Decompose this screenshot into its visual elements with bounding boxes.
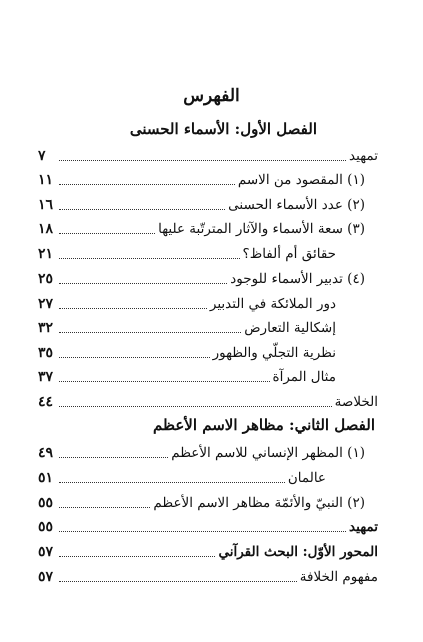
page-number: ١١ [38,172,54,188]
entry-title: تمهيد [349,148,378,164]
page-number: ٤٤ [38,394,54,410]
entry-title: مفهوم الخلافة [299,569,378,585]
dot-leader [59,556,215,557]
toc-entry[interactable] [38,564,378,586]
entry-title: (٣) سعة الأسماء والآثار المترتّبة عليها [158,221,365,237]
page-number: ٥٥ [38,519,54,535]
entry-title: الخلاصة [334,394,378,410]
entry-title: إشكالية التعارض [244,320,336,336]
toc-entry[interactable] [38,465,326,487]
toc-entry[interactable] [38,514,378,536]
page-number: ٢٥ [38,271,54,287]
entry-title: دور الملائكة في التدبير [209,296,336,312]
toc-entry[interactable] [38,490,365,512]
page-number: ٥١ [38,470,54,486]
entry-title: (٢) النبيّ والأئمّة مظاهر الاسم الأعظم [153,495,365,511]
page-number: ٥٧ [38,569,54,585]
page-number: ٥٧ [38,544,54,560]
dot-leader [59,457,168,458]
entry-title: (٢) عدد الأسماء الحسنى [228,197,365,213]
entry-title: عالمان [287,470,326,486]
page-number: ٢١ [38,246,54,262]
page-number: ٣٧ [38,369,54,385]
entry-title: (١) المظهر الإنساني للاسم الأعظم [171,445,365,461]
entry-title: نظرية التجلّي والظهور [212,345,336,361]
page-number: ٢٧ [38,296,54,312]
chapter-heading: الفصل الثاني: مظاهر الاسم الأعظم [153,416,375,434]
toc-entry[interactable] [38,539,378,561]
entry-title: مثال المرآة [272,369,336,385]
entry-title: حقائق أم ألفاظ؟ [242,246,336,262]
dot-leader [59,482,285,483]
page-number: ٥٥ [38,495,54,511]
page-number: ١٨ [38,221,54,237]
page-number: ١٦ [38,197,54,213]
dot-leader [59,507,150,508]
dot-leader [59,531,346,532]
page-number: ٧ [38,148,46,164]
page-number: ٤٩ [38,445,54,461]
chapter-heading: الفصل الأول: الأسماء الحسنى [129,120,317,138]
toc-entry[interactable] [38,440,365,462]
page-number: ٣٥ [38,345,54,361]
entry-title: (١) المقصود من الاسم [237,172,365,188]
page-number: ٣٢ [38,320,54,336]
page-title: الفهرس [183,86,240,106]
entry-title: (٤) تدبير الأسماء للوجود [230,271,365,287]
entry-title: المحور الأوّل: البحث القرآني [218,544,378,560]
dot-leader [59,581,297,582]
entry-title: تمهيد [349,519,378,535]
